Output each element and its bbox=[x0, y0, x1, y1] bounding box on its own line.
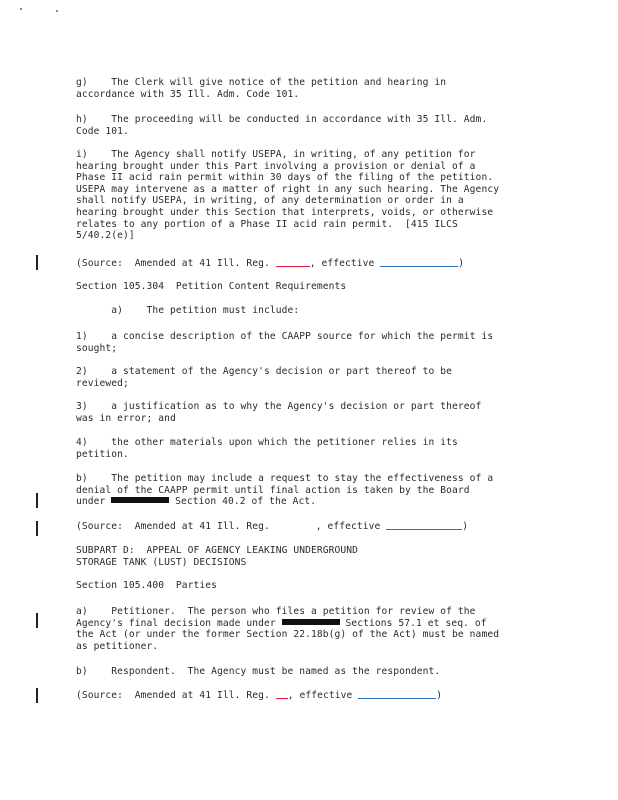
item-b-under: under bbox=[76, 496, 112, 508]
blank-effective-1 bbox=[380, 258, 458, 267]
section-heading-105-304: Section 105.304 Petition Content Requirements bbox=[76, 281, 347, 292]
parties-a-start: a) Petitioner. The person who files a petition for review of the Agency's final decision made under bbox=[76, 606, 476, 629]
revision-bar bbox=[36, 255, 38, 270]
item-a3: 3) a justification as to why the Agency's decision or part thereof was in error; and bbox=[76, 401, 482, 424]
source-note-3-post: ) bbox=[436, 690, 443, 701]
source-note-1-mid: , effective bbox=[309, 258, 381, 269]
subpart-d-heading: SUBPART D: APPEAL OF AGENCY LEAKING UNDERGROUND STORAGE TANK (LUST) DECISIONS bbox=[76, 545, 359, 568]
scan-speck bbox=[20, 8, 22, 10]
parties-a-rest: the Act (or under the former Section 22.18b(g) of the Act) must be named as petitioner. bbox=[76, 629, 500, 652]
source-note-3 bbox=[76, 690, 546, 702]
blank-reg-1 bbox=[276, 258, 310, 267]
item-b-lines: b) The petition may include a request to stay the effectiveness of a denial of the CAAPP permit until final action is taken by the Board bbox=[76, 473, 494, 496]
item-b-section: Section 40.2 of the Act. bbox=[169, 496, 317, 508]
source-note-1-pre: (Source: Amended at 41 Ill. Reg. bbox=[76, 258, 276, 269]
parties-a bbox=[76, 606, 546, 652]
revision-bar bbox=[36, 688, 38, 703]
blank-reg-3 bbox=[276, 690, 288, 699]
item-a1: 1) a concise description of the CAAPP source for which the permit is sought; bbox=[76, 331, 494, 354]
revision-bar bbox=[36, 613, 38, 628]
paragraph-i: i) The Agency shall notify USEPA, in writing, of any petition for hearing brought under this Part involving a provision or denial of a Phase II acid rain permit within 30 days of the filing of the petition. USEPA may intervene as a matter of right in any such hearing. The Agency shall notify USEPA, in writing, of any determination or order in a hearing brought under this Section that interprets, voids, or otherwise relates to any portion of a Phase II acid rain permit. [415 ILCS 5/40.2(e)] bbox=[76, 149, 500, 242]
redaction-mark bbox=[111, 497, 169, 503]
paragraph-h: h) The proceeding will be conducted in accordance with 35 Ill. Adm. Code 101. bbox=[76, 114, 488, 137]
blank-effective-2 bbox=[386, 521, 462, 530]
source-note-3-pre: (Source: Amended at 41 Ill. Reg. bbox=[76, 690, 276, 701]
scan-speck bbox=[56, 10, 58, 12]
item-a2: 2) a statement of the Agency's decision or part thereof to be reviewed; bbox=[76, 366, 453, 389]
source-note-1 bbox=[76, 258, 546, 270]
source-note-1-post: ) bbox=[458, 258, 465, 269]
parties-b: b) Respondent. The Agency must be named as the respondent. bbox=[76, 666, 441, 677]
revision-bar bbox=[36, 493, 38, 508]
paragraph-g: g) The Clerk will give notice of the petition and hearing in accordance with 35 Ill. Adm. Code 101. bbox=[76, 77, 447, 100]
item-a-intro: a) The petition must include: bbox=[76, 305, 300, 316]
source-note-2-mid: , effective bbox=[315, 521, 387, 532]
source-note-2-post: ) bbox=[462, 521, 469, 532]
blank-reg-2 bbox=[276, 521, 316, 530]
blank-effective-3 bbox=[358, 690, 436, 699]
item-a4: 4) the other materials upon which the petitioner relies in its petition. bbox=[76, 437, 458, 460]
revision-bar bbox=[36, 521, 38, 536]
section-heading-105-400: Section 105.400 Parties bbox=[76, 580, 218, 591]
source-note-2-pre: (Source: Amended at 41 Ill. Reg. bbox=[76, 521, 276, 532]
item-b bbox=[76, 473, 546, 508]
source-note-3-mid: , effective bbox=[287, 690, 359, 701]
redaction-mark bbox=[282, 619, 340, 625]
parties-a-sections: Sections 57.1 et seq. of bbox=[339, 617, 487, 629]
source-note-2 bbox=[76, 521, 546, 533]
